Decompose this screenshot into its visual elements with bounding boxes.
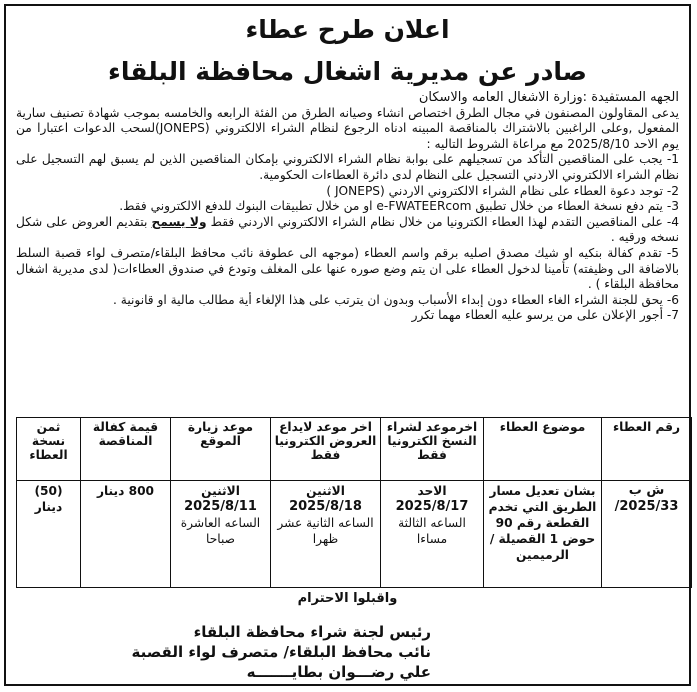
announcement-frame — [4, 4, 691, 686]
issuer-title: صادر عن مديرية اشغال محافظة البلقاء — [108, 57, 587, 86]
cell-copy-price: (50) دينار — [17, 481, 81, 588]
announcement-title: اعلان طرح عطاء — [245, 15, 450, 44]
cell-tender-number: ش ب 2025/33/ — [602, 481, 692, 588]
header-copy-price: ثمن نسخة العطاء — [17, 418, 81, 481]
visit-time: الساعه العاشرة صباحا — [180, 516, 261, 546]
header-submission-deadline: اخر موعد لايداع العروض الكترونيا فقط — [271, 418, 381, 481]
intro-paragraph: يدعى المقاولون المصنفون في مجال الطرق اختصاص انشاء وصيانه الطرق من الفئة الرابعه والخامسه بموجب شهادة تصنيف سارية المفعول ,وعلى الراغبين بالاشتراك بالمناقصة المبينه ادناه الرجوع لنظام الشراء الالكتروني (JONEPS)لسحب الدعوات اعتبارا من يوم الاحد 2025/8/10 مع مراعاة الشروط التاليه : — [16, 105, 679, 151]
beneficiary-line: الجهه المستفيدة :وزارة الاشغال العامه والاسكان — [418, 90, 679, 105]
table-header-row — [17, 418, 692, 481]
condition-4 — [16, 215, 679, 246]
condition-4-tail: بتقديم العروض على شكل نسخه ورقيه . — [16, 214, 679, 245]
header-bond-value: قيمة كفالة المناقصة — [81, 418, 171, 481]
condition-7: 7- أجور الإعلان على من يرسو عليه العطاء مهما تكرر — [411, 308, 679, 323]
announcement-body — [16, 90, 679, 324]
purchase-day: الاحد — [417, 484, 447, 498]
submit-day: الاثنين — [306, 484, 345, 498]
cell-site-visit — [171, 481, 271, 588]
header-subject: موضوع العطاء — [484, 418, 602, 481]
condition-4-lead: 4- على المناقصين التقدم لهذا العطاء الكترونيا من خلال نظام الشراء الالكتروني الاردني فقط — [206, 214, 679, 229]
header-purchase-deadline: اخرموعد لشراء النسخ الكترونيا فقط — [381, 418, 484, 481]
signer-name: علي رضـــوان بطايـــــــه — [246, 663, 431, 681]
submit-time: الساعه الثانية عشر ظهرا — [277, 516, 374, 546]
table-row — [17, 481, 692, 588]
signature-block — [132, 622, 431, 682]
cell-purchase-deadline — [381, 481, 484, 588]
signer-committee: رئيس لجنة شراء محافظة البلقاء — [193, 623, 431, 641]
condition-2: 2- توجد دعوة العطاء على نظام الشراء الالكتروني الاردني (JONEPS ) — [326, 183, 679, 198]
submit-date: 2025/8/18 — [289, 499, 362, 514]
closing-regards: واقبلوا الاحترام — [297, 591, 398, 606]
signer-position: نائب محافظ البلقاء/ متصرف لواء القصبة — [131, 643, 431, 661]
condition-6: 6- يحق للجنة الشراء الغاء العطاء دون إبداء الأسباب وبدون ان يترتب على هذا الإلغاء أية مطالب مالية او قانونية . — [113, 292, 679, 307]
visit-date: 2025/8/11 — [184, 499, 257, 514]
purchase-date: 2025/8/17 — [395, 499, 469, 514]
cell-bond-value: 800 دينار — [81, 481, 171, 588]
condition-3: 3- يتم دفع نسخة العطاء من خلال تطبيق e-FWATEERcom او من خلال تطبيقات البنوك للدفع الالكتروني فقط. — [119, 199, 679, 214]
cell-submission-deadline — [271, 481, 381, 588]
visit-day: الاثنين — [201, 484, 240, 498]
cell-subject: بشان تعديل مسار الطريق التي تخدم القطعة رقم 90 حوض 1 القصيلة /الرميمين — [484, 481, 602, 588]
tender-table — [16, 417, 692, 588]
header-site-visit: موعد زيارة الموقع — [171, 418, 271, 481]
condition-1: 1- يجب على المناقصين التأكد من تسجيلهم على بوابة نظام الشراء الالكتروني بإمكان المناقصين الذين لم يسبق لهم التسجيل على نظام الشراء الالكتروني الاردني التسجيل على النظام لدى دائرة العطاءات الحكومية. — [16, 152, 679, 182]
header-tender-number: رقم العطاء — [602, 418, 692, 481]
purchase-time: الساعه الثالثة مساءا — [398, 516, 466, 546]
condition-5: 5- تقدم كفالة بنكيه او شيك مصدق اصليه برقم واسم العطاء (موجهه الى عطوفة نائب محافظ البلقاء/متصرف لواء قصبة السلط بالاضافة الى وظيفته) تأمينا لدخول العطاء على ان يتم وضع صوره عنها على المغلف وتودع في صندوق العطاءات( لدى مديرية اشغال محافظة البلقاء ) . — [16, 245, 679, 292]
condition-4-underlined: ولا يسمح — [151, 214, 207, 229]
